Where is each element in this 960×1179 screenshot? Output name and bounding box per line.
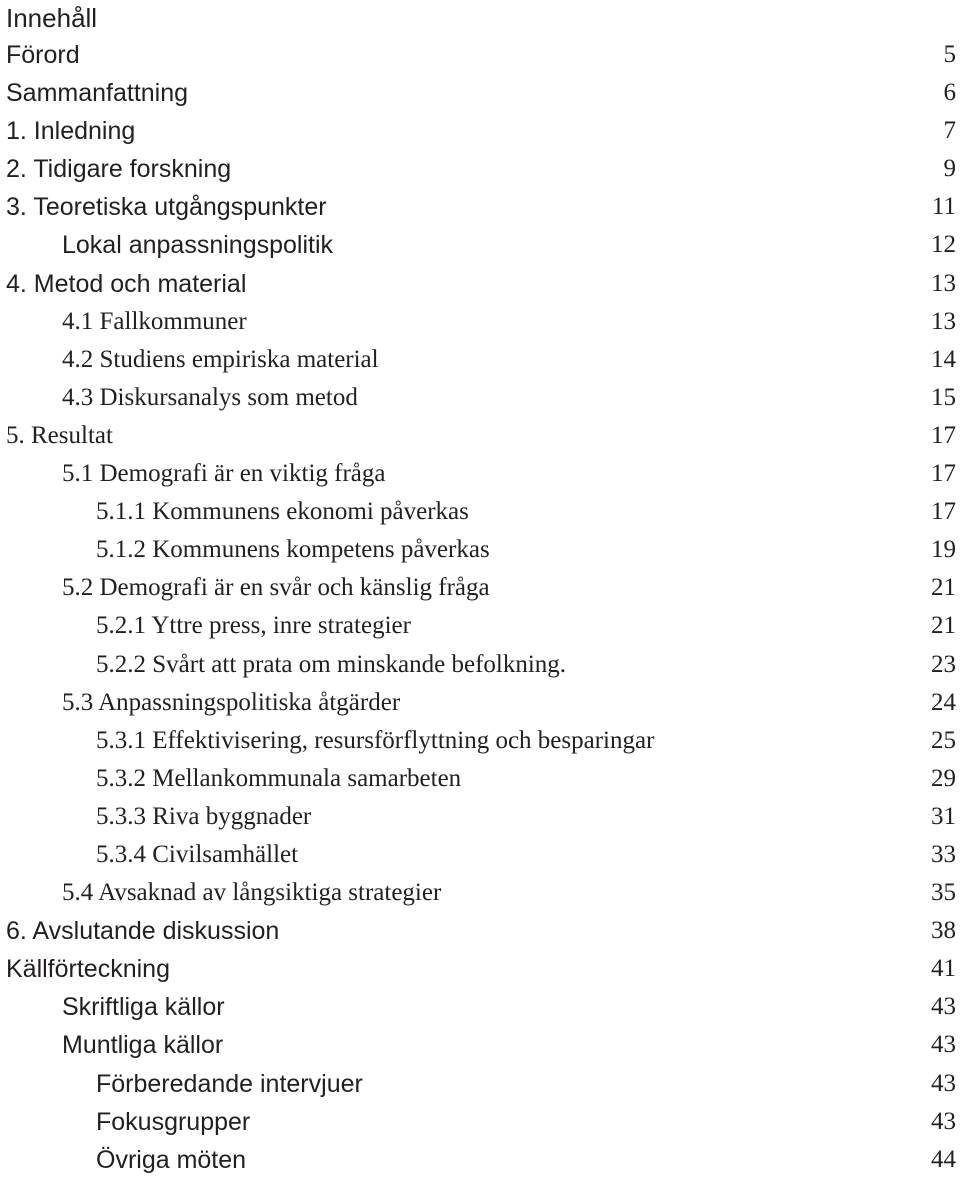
- toc-entry-title: 5.3.3 Riva byggnader: [96, 802, 312, 830]
- toc-entry-title: Källförteckning: [6, 955, 170, 984]
- toc-entry-title: 6. Avslutande diskussion: [6, 917, 280, 946]
- toc-entry-page: 6: [943, 79, 956, 107]
- toc-entry-subsection: [0, 722, 960, 760]
- toc-entry-title: 5.3.1 Effektivisering, resursförflyttning och besparingar: [96, 726, 655, 754]
- toc-entry-title: Lokal anpassningspolitik: [62, 231, 334, 260]
- toc-entry-title: 5.3.4 Civilsamhället: [96, 840, 299, 868]
- toc-entry-page: 41: [931, 955, 956, 983]
- toc-entry-subsection: [0, 646, 960, 684]
- toc-entry-title: Sammanfattning: [6, 79, 189, 108]
- toc-entry-page: 9: [943, 155, 956, 183]
- toc-entry-kallforteckning: [0, 950, 960, 988]
- toc-entry-page: 19: [931, 536, 956, 564]
- toc-entry-title: Övriga möten: [96, 1145, 247, 1174]
- toc-entry-subsection: [0, 836, 960, 874]
- toc-entry-section: [0, 341, 960, 379]
- toc-entry-forord: [0, 36, 960, 74]
- toc-entry-section: [0, 874, 960, 912]
- toc-list: [0, 36, 960, 1179]
- toc-entry-title: 5.1.2 Kommunens kompetens påverkas: [96, 536, 490, 564]
- toc-entry-section: [0, 569, 960, 607]
- toc-entry-page: 38: [931, 917, 956, 945]
- toc-entry-page: 13: [931, 269, 956, 297]
- toc-entry-chapter-4: [0, 265, 960, 303]
- toc-entry-page: 43: [931, 1107, 956, 1135]
- toc-entry-title: 5.3 Anpassningspolitiska åtgärder: [62, 688, 401, 716]
- toc-entry-page: 21: [931, 612, 956, 640]
- toc-entry-title: 5.4 Avsaknad av långsiktiga strategier: [62, 879, 442, 907]
- toc-entry-subsection: [0, 1065, 960, 1103]
- toc-entry-page: 11: [931, 193, 956, 221]
- toc-entry-title: 5.1 Demografi är en viktig fråga: [62, 460, 386, 488]
- toc-entry-title: Muntliga källor: [62, 1031, 224, 1060]
- toc-entry-title: Förberedande intervjuer: [96, 1069, 363, 1098]
- toc-entry-chapter-6: [0, 912, 960, 950]
- toc-entry-page: 35: [931, 879, 956, 907]
- toc-entry-title: 5. Resultat: [6, 421, 113, 449]
- toc-entry-title: 5.2.1 Yttre press, inre strategier: [96, 612, 411, 640]
- toc-entry-chapter-2: [0, 150, 960, 188]
- toc-entry-chapter-5: [0, 417, 960, 455]
- toc-entry-title: 3. Teoretiska utgångspunkter: [6, 193, 327, 222]
- toc-entry-section: [0, 684, 960, 722]
- toc-entry-title: 4.1 Fallkommuner: [62, 307, 247, 335]
- toc-entry-subsection: [0, 531, 960, 569]
- toc-entry-page: 24: [931, 688, 956, 716]
- toc-entry-section: [0, 379, 960, 417]
- toc-entry-page: 43: [931, 1069, 956, 1097]
- toc-entry-page: 12: [931, 231, 956, 259]
- toc-entry-page: 25: [931, 726, 956, 754]
- toc-entry-title: Förord: [6, 41, 80, 69]
- toc-entry-title: 2. Tidigare forskning: [6, 155, 232, 184]
- toc-entry-title: 4. Metod och material: [6, 269, 247, 298]
- toc-entry-section: [0, 1026, 960, 1064]
- toc-entry-section: [0, 303, 960, 341]
- toc-entry-section: [0, 988, 960, 1026]
- toc-entry-title: 5.1.1 Kommunens ekonomi påverkas: [96, 498, 469, 526]
- toc-entry-subsection: [0, 1141, 960, 1179]
- toc-entry-page: 29: [931, 764, 956, 792]
- toc-entry-subsection: [0, 493, 960, 531]
- toc-entry-title: 5.2 Demografi är en svår och känslig fråga: [62, 574, 490, 602]
- toc-entry-subsection: [0, 798, 960, 836]
- toc-heading: Innehåll: [6, 3, 98, 33]
- toc-entry-page: 43: [931, 993, 956, 1021]
- toc-entry-section: [0, 226, 960, 264]
- toc-entry-chapter-1: [0, 112, 960, 150]
- toc-entry-page: 33: [931, 840, 956, 868]
- toc-entry-chapter-3: [0, 188, 960, 226]
- toc-entry-subsection: [0, 607, 960, 645]
- toc-entry-subsection: [0, 1103, 960, 1141]
- toc-entry-page: 31: [931, 802, 956, 830]
- toc-entry-page: 43: [931, 1031, 956, 1059]
- toc-entry-title: 4.2 Studiens empiriska material: [62, 345, 379, 373]
- toc-entry-subsection: [0, 760, 960, 798]
- toc-entry-sammanfattning: [0, 74, 960, 112]
- toc-entry-title: Skriftliga källor: [62, 993, 225, 1022]
- toc-entry-page: 44: [931, 1145, 956, 1173]
- toc-entry-section: [0, 455, 960, 493]
- toc-entry-title: Fokusgrupper: [96, 1107, 251, 1136]
- toc-entry-page: 17: [931, 460, 956, 488]
- toc-entry-page: 7: [943, 117, 956, 145]
- toc-entry-page: 17: [931, 421, 956, 449]
- toc-entry-page: 13: [931, 307, 956, 335]
- toc-entry-page: 14: [931, 345, 956, 373]
- toc-entry-page: 15: [931, 383, 956, 411]
- toc-entry-page: 17: [931, 498, 956, 526]
- toc-entry-page: 5: [943, 41, 956, 68]
- toc-entry-page: 23: [931, 650, 956, 678]
- toc-entry-title: 4.3 Diskursanalys som metod: [62, 383, 358, 411]
- toc-entry-page: 21: [931, 574, 956, 602]
- toc-entry-title: 5.2.2 Svårt att prata om minskande befolkning.: [96, 650, 567, 678]
- toc-entry-title: 5.3.2 Mellankommunala samarbeten: [96, 764, 462, 792]
- toc-entry-title: 1. Inledning: [6, 117, 136, 146]
